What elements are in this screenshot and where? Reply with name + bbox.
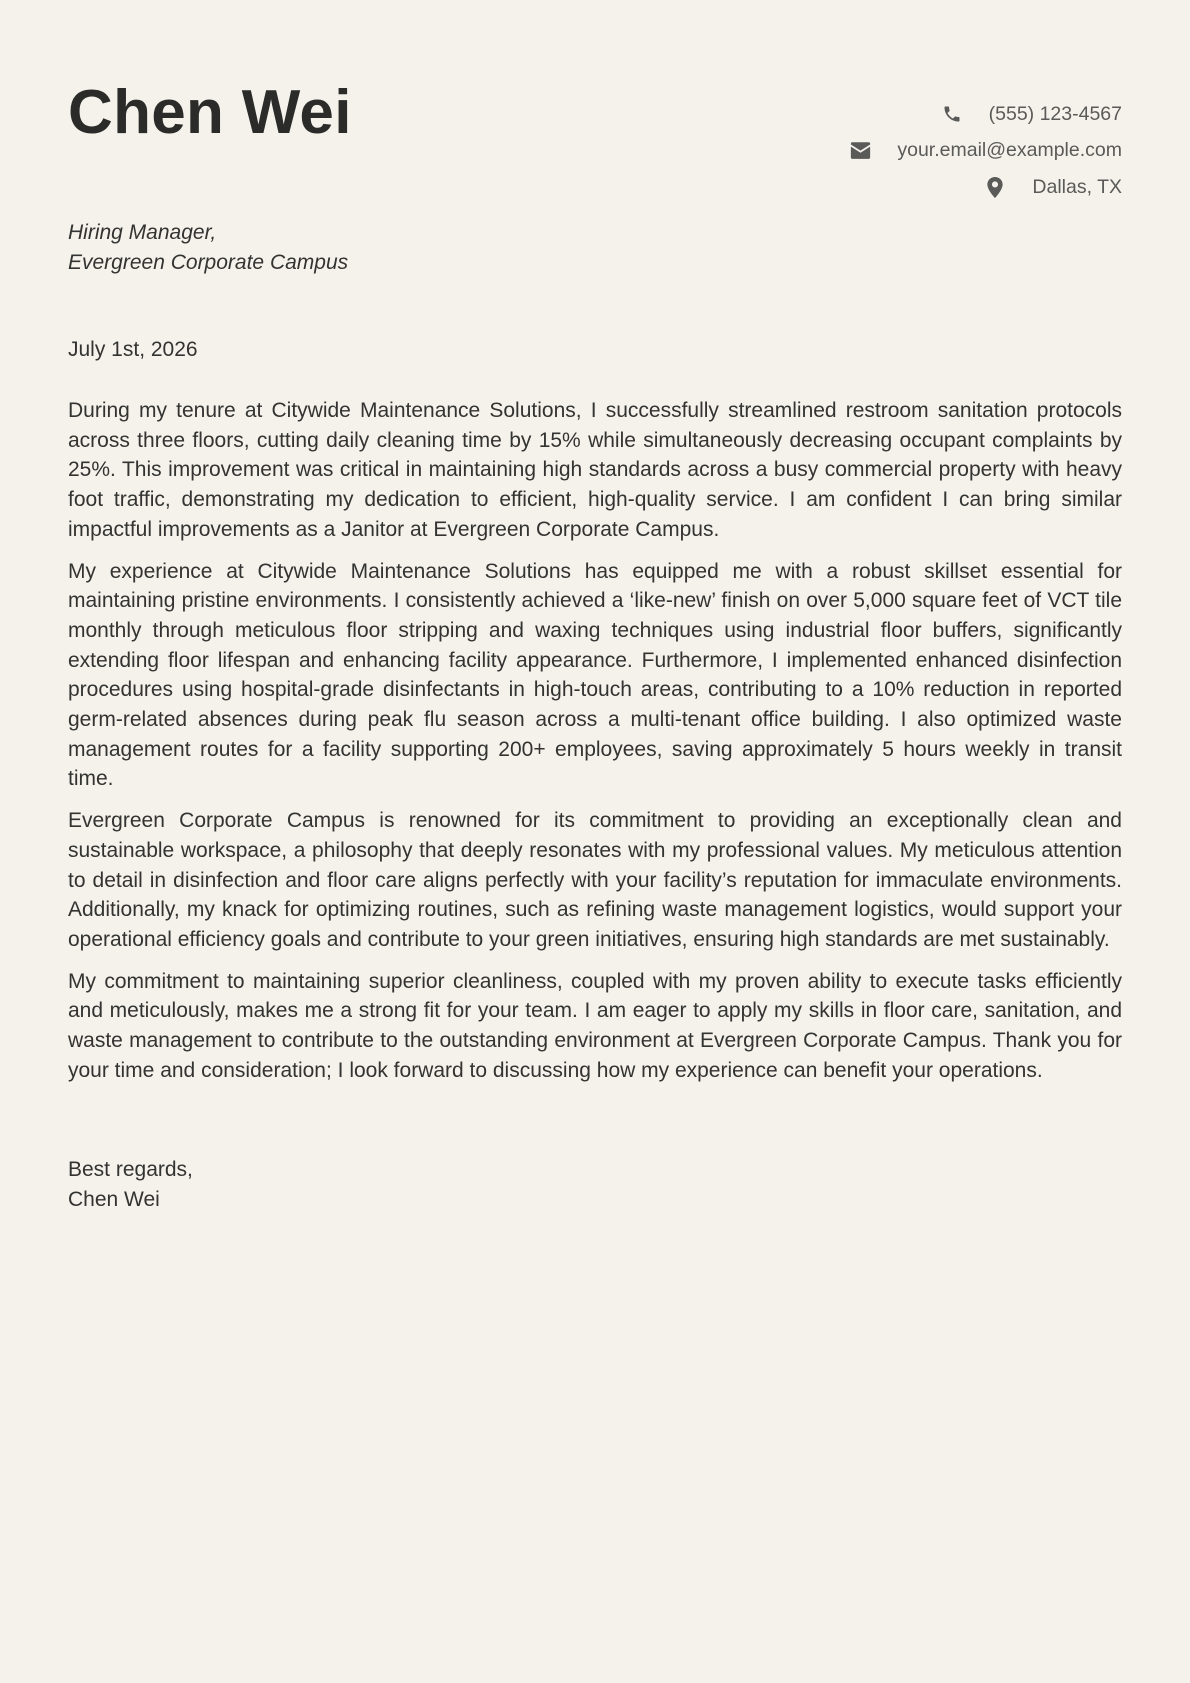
location-text: Dallas, TX <box>1032 175 1122 198</box>
map-pin-icon <box>984 176 1006 198</box>
recipient-company: Evergreen Corporate Campus <box>68 251 349 274</box>
body-paragraph-1: During my tenure at Citywide Maintenance Solutions, I successfully streamlined restroom sanitation protocols across three floors, cutting daily cleaning time by 15% while simultaneously decreasing occupant complaints by 25%. This improvement was critical in maintaining high standards across a busy commercial property with heavy foot traffic, demonstrating my dedication to efficient, high-quality service. I am confident I can bring similar impactful improvements as a Janitor at Evergreen Corporate Campus. <box>68 399 1122 541</box>
letter-closing <box>68 1155 193 1214</box>
closing-salutation: Best regards, <box>68 1158 193 1181</box>
letter-body <box>68 396 1122 1097</box>
contact-location <box>849 169 1122 206</box>
body-paragraph-3: Evergreen Corporate Campus is renowned for its commitment to providing an exceptionally clean and sustainable workspace, a philosophy that deeply resonates with my professional values. My meticulous attention to detail in disinfection and floor care aligns perfectly with your facility’s reputation for immaculate environments. Additionally, my knack for optimizing routines, such as refining waste management logistics, would support your operational efficiency goals and contribute to your green initiatives, ensuring high standards are met sustainably. <box>68 809 1122 951</box>
body-paragraph-4: My commitment to maintaining superior cleanliness, coupled with my proven ability to execute tasks efficiently and meticulously, makes me a strong fit for your team. I am eager to apply my skills in floor care, sanitation, and waste management to contribute to the outstanding environment at Evergreen Corporate Campus. Thank you for your time and consideration; I look forward to discussing how my experience can benefit your operations. <box>68 969 1122 1082</box>
contact-email <box>849 133 1122 170</box>
recipient-block <box>68 218 348 278</box>
envelope-icon <box>849 140 871 162</box>
email-text: your.email@example.com <box>897 139 1122 162</box>
cover-letter-page <box>68 0 1122 1683</box>
body-paragraph-2: My experience at Citywide Maintenance Solutions has equipped me with a robust skillset essential for maintaining pristine environments. I consistently achieved a ‘like-new’ finish on over 5,000 square feet of VCT tile monthly through meticulous floor stripping and waxing techniques using industrial floor buffers, significantly extending floor lifespan and enhancing facility appearance. Furthermore, I implemented enhanced disinfection procedures using hospital-grade disinfectants in high-touch areas, contributing to a 10% reduction in reported germ-related absences during peak flu season across a multi-tenant office building. I also optimized waste management routes for a facility supporting 200+ employees, saving approximately 5 hours weekly in transit time. <box>68 559 1122 791</box>
phone-text: (555) 123-4567 <box>988 102 1122 125</box>
contact-phone <box>849 96 1122 133</box>
recipient-title: Hiring Manager, <box>68 221 217 244</box>
applicant-name: Chen Wei <box>68 78 352 147</box>
letter-date: July 1st, 2026 <box>68 338 198 361</box>
phone-icon <box>941 103 963 125</box>
letter-header <box>68 0 1122 200</box>
contact-info <box>849 96 1122 206</box>
closing-signature: Chen Wei <box>68 1187 160 1211</box>
